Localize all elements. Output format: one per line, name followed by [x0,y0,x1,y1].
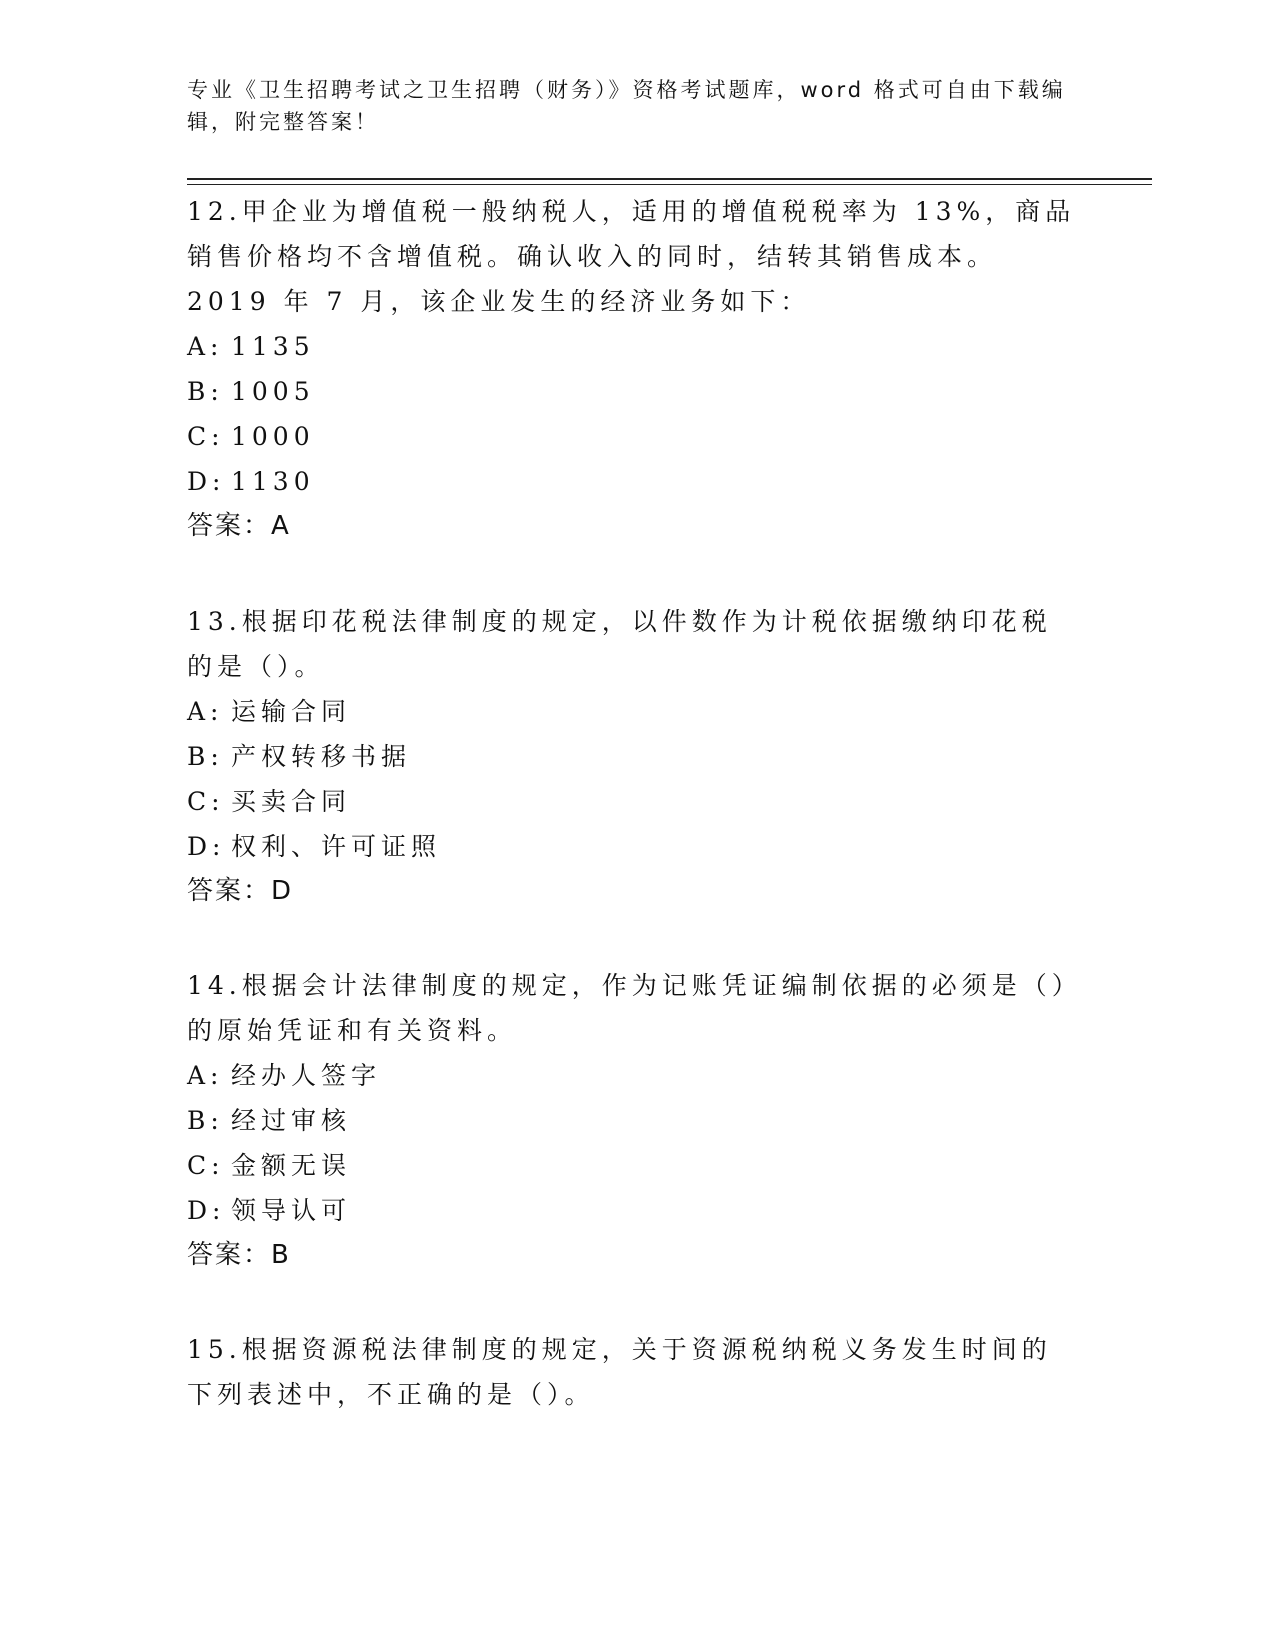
option-b [187,734,1077,779]
option-letter: D: [187,1196,226,1225]
question-12 [187,189,1077,549]
option-text: 运输合同 [231,697,352,726]
answer-line: 答案：B [187,1240,291,1270]
option-text: 1000 [231,422,315,451]
option-a [187,689,1077,734]
answer-line: 答案：D [187,876,294,906]
option-text: 买卖合同 [231,787,352,816]
option-text: 产权转移书据 [231,742,412,771]
option-b [187,369,1077,414]
option-d [187,459,1077,504]
option-b [187,1098,1077,1143]
option-text: 1005 [231,377,315,406]
header-text: 专业《卫生招聘考试之卫生招聘（财务）》资格考试题库，word 格式可自由下载编辑，附完整答案！ [187,78,1066,134]
option-text: 经办人签字 [231,1061,382,1090]
option-c [187,1143,1077,1188]
option-a [187,1053,1077,1098]
option-letter: A: [187,1061,224,1090]
option-letter: B: [187,377,224,406]
option-letter: B: [187,742,224,771]
option-c [187,414,1077,459]
option-a [187,324,1077,369]
option-text: 领导认可 [231,1196,352,1225]
option-d [187,1188,1077,1233]
question-text: 15.根据资源税法律制度的规定，关于资源税纳税义务发生时间的下列表述中，不正确的是（）。 [187,1335,1052,1409]
option-text: 金额无误 [231,1151,352,1180]
header-divider-thick [187,178,1152,180]
option-letter: C: [187,1151,225,1180]
question-text: 12.甲企业为增值税一般纳税人，适用的增值税税率为 13%，商品销售价格均不含增值税。确认收入的同时，结转其销售成本。2019 年 7 月，该企业发生的经济业务如下： [187,197,1076,316]
option-c [187,779,1077,824]
question-text: 13.根据印花税法律制度的规定，以件数作为计税依据缴纳印花税的是（）。 [187,607,1052,681]
question-13 [187,599,1077,914]
option-text: 1130 [231,467,315,496]
option-letter: D: [187,467,226,496]
option-text: 经过审核 [231,1106,352,1135]
header-divider-thin [187,184,1152,185]
option-letter: D: [187,832,226,861]
question-text: 14.根据会计法律制度的规定，作为记账凭证编制依据的必须是（）的原始凭证和有关资料。 [187,971,1070,1045]
option-letter: A: [187,332,224,361]
option-text: 权利、许可证照 [231,832,442,861]
option-letter: C: [187,787,225,816]
answer-line: 答案：A [187,511,291,541]
option-text: 1135 [231,332,315,361]
option-letter: B: [187,1106,224,1135]
question-15 [187,1327,1077,1417]
option-d [187,824,1077,869]
document-header [187,74,1087,138]
question-14 [187,963,1077,1278]
option-letter: C: [187,422,225,451]
option-letter: A: [187,697,224,726]
